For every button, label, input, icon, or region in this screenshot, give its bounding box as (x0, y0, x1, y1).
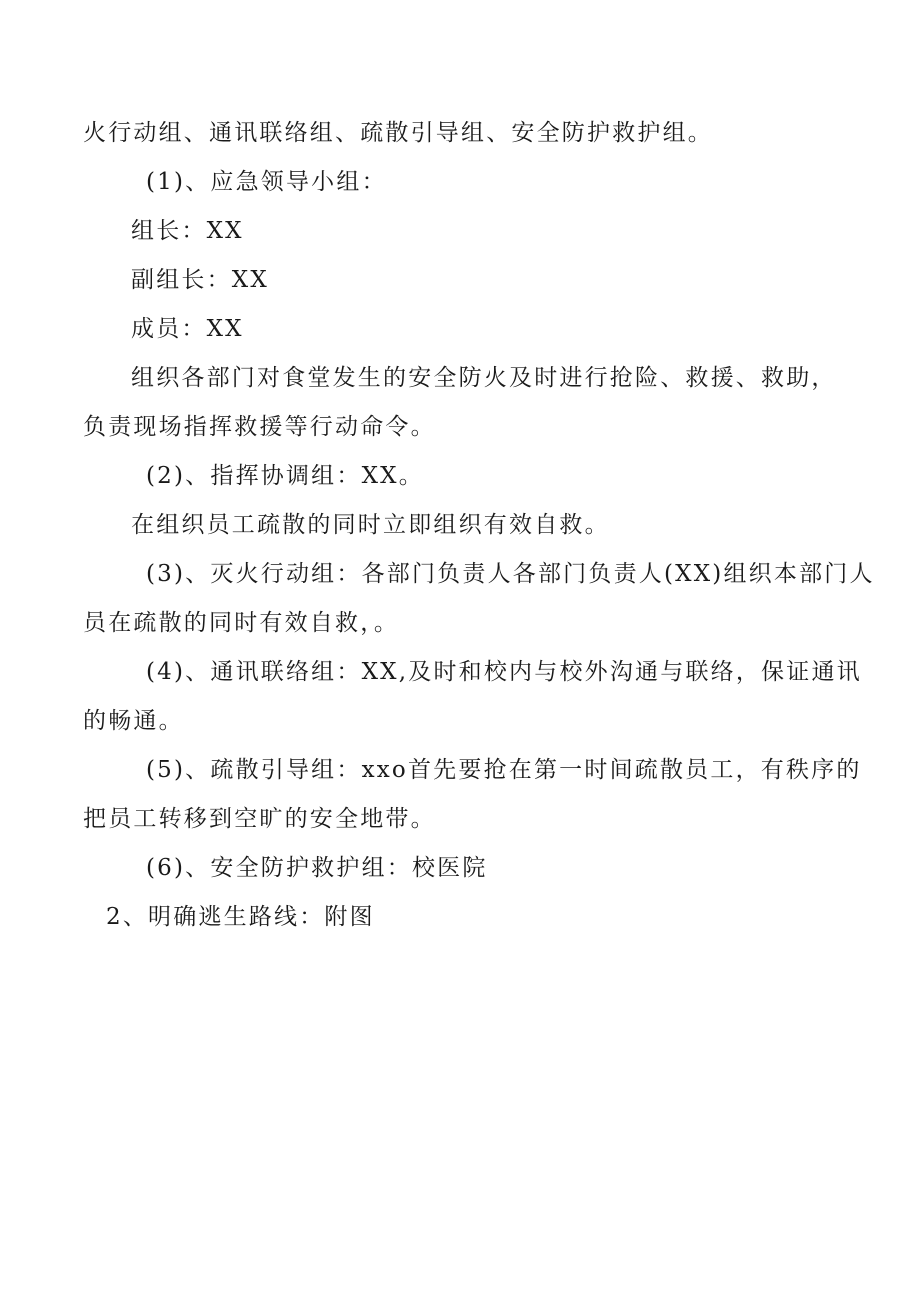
section-heading: 2、明确逃生路线：附图 (106, 904, 375, 930)
section-heading: (5)、疏散引导组：xxo首先要抢在第一时间疏散员工，有秩序的 (146, 757, 862, 783)
text-line: 员在疏散的同时有效自救，。 (83, 610, 400, 636)
text-line: 组织各部门对食堂发生的安全防火及时进行抢险、救援、救助， (131, 365, 837, 391)
section-heading: (6)、安全防护救护组：校医院 (146, 855, 488, 881)
text-line: 的畅通。 (83, 708, 184, 734)
text-line: 火行动组、通讯联络组、疏散引导组、安全防护救护组。 (83, 120, 713, 146)
text-line: 把员工转移到空旷的安全地带。 (83, 806, 436, 832)
section-heading: (3)、灭火行动组：各部门负责人各部门负责人(XX)组织本部门人 (146, 561, 875, 587)
text-line: 负责现场指挥救援等行动命令。 (83, 414, 436, 440)
text-line: 成员：XX (131, 316, 244, 342)
text-line: 在组织员工疏散的同时立即组织有效自救。 (131, 512, 610, 538)
section-heading: (4)、通讯联络组：XX,及时和校内与校外沟通与联络，保证通讯 (146, 659, 862, 685)
section-heading: (1)、应急领导小组： (146, 169, 387, 195)
text-line: 副组长：XX (131, 267, 269, 293)
text-line: 组长：XX (131, 218, 244, 244)
section-heading: (2)、指挥协调组：XX。 (146, 463, 424, 489)
